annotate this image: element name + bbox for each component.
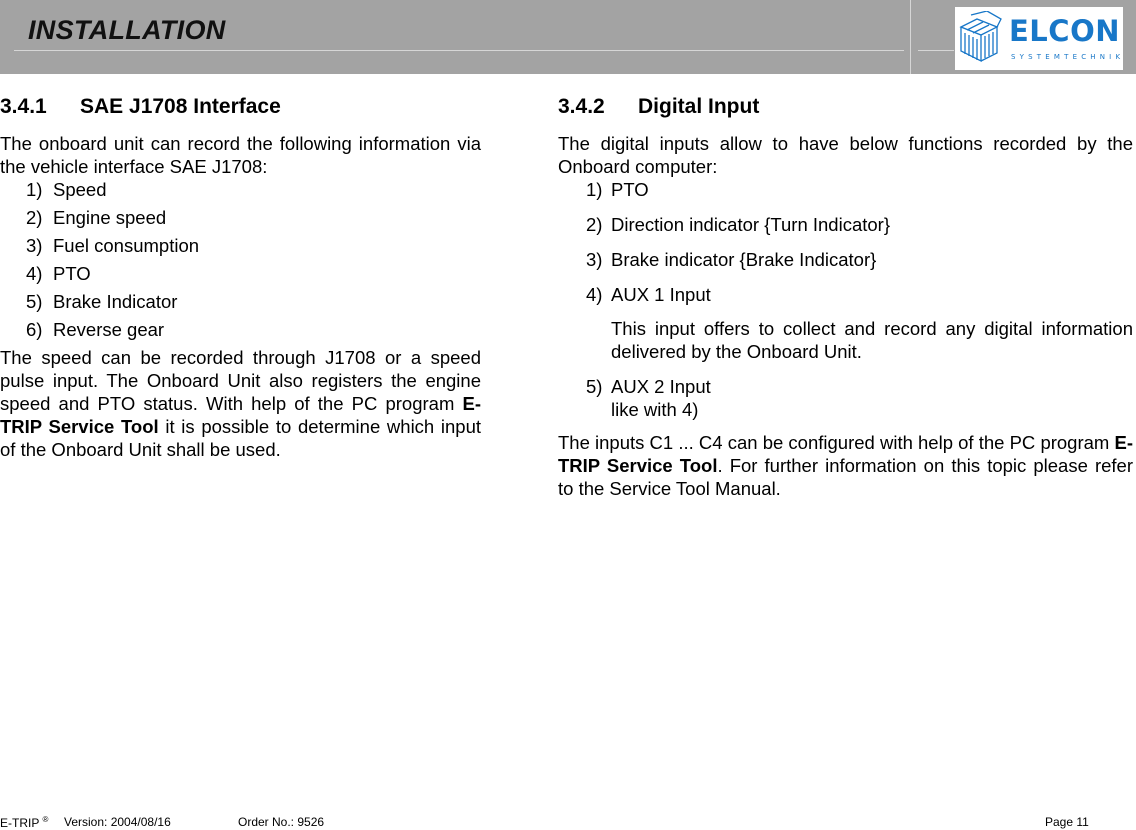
section-title: SAE J1708 Interface — [80, 95, 281, 118]
list-label: PTO — [53, 263, 91, 284]
list-item — [0, 234, 481, 262]
list-item — [558, 375, 1133, 421]
section-number: 3.4.2 — [558, 95, 605, 118]
list-number: 6) — [26, 319, 43, 340]
section-sae-j1708 — [0, 95, 481, 461]
configuration-paragraph — [558, 431, 1133, 500]
list-item-description: This input offers to collect and record any digital information delivered by the Onboard Unit. — [611, 318, 1133, 362]
intro-paragraph: The digital inputs allow to have below functions recorded by the Onboard computer: — [558, 133, 1133, 177]
section-number: 3.4.1 — [0, 95, 47, 118]
section-title: Digital Input — [638, 95, 760, 118]
list-label: AUX 1 Input — [611, 284, 711, 305]
section-heading — [558, 95, 1133, 121]
footer-order: Order No.: 9526 — [238, 815, 325, 829]
list-label: Brake Indicator — [53, 291, 178, 312]
intro-paragraph: The onboard unit can record the following information via the vehicle interface SAE J1708: — [0, 133, 481, 177]
list-label: Speed — [53, 179, 107, 200]
paragraph-text: it is possible to determine which input of the Onboard Unit shall be used. — [0, 416, 482, 460]
footer-version: Version: 2004/08/16 — [64, 815, 171, 829]
logo-subtitle: SYSTEMTECHNIK — [1011, 53, 1125, 61]
elcon-logo — [955, 7, 1123, 70]
list-label: AUX 2 Input — [611, 376, 711, 397]
list-item — [0, 318, 481, 346]
speed-paragraph — [0, 346, 481, 461]
list-item — [0, 178, 481, 206]
product-name: E-TRIP — [0, 816, 40, 830]
list-number: 3) — [586, 249, 603, 270]
list-label: Direction indicator {Turn Indicator} — [611, 214, 891, 235]
list-number: 2) — [26, 207, 43, 228]
service-tool-name: E-TRIP Service Tool — [558, 432, 1133, 476]
list-item — [0, 290, 481, 318]
list-number: 4) — [586, 284, 603, 305]
registered-mark: ® — [42, 815, 49, 824]
list-label: Brake indicator {Brake Indicator} — [611, 249, 877, 270]
list-number: 3) — [26, 235, 43, 256]
page-footer — [0, 815, 1136, 830]
section-digital-input — [558, 95, 1133, 500]
header-rule-right — [918, 50, 954, 51]
paragraph-text: The speed can be recorded through J1708 or a speed pulse input. The Onboard Unit also registers the engine speed and PTO status. With help of the PC program — [0, 347, 481, 414]
list-number: 1) — [586, 179, 603, 200]
recorded-info-list — [0, 178, 481, 346]
list-item — [558, 178, 1133, 201]
list-number: 1) — [26, 179, 43, 200]
list-item — [0, 206, 481, 234]
section-heading — [0, 95, 481, 121]
list-number: 4) — [26, 263, 43, 284]
paragraph-text: The inputs C1 ... C4 can be configured with help of the PC program — [558, 432, 1110, 453]
cube-logo-icon — [957, 11, 1003, 67]
footer-page-number: Page 11 — [1045, 815, 1089, 829]
page-title: INSTALLATION — [28, 15, 226, 45]
digital-input-list — [558, 178, 1133, 421]
list-item — [0, 262, 481, 290]
list-label: Reverse gear — [53, 319, 165, 340]
list-item-note: like with 4) — [611, 399, 699, 420]
footer-product — [0, 815, 48, 830]
header-divider — [910, 0, 911, 74]
list-item — [558, 213, 1133, 236]
list-number: 2) — [586, 214, 603, 235]
list-number: 5) — [26, 291, 43, 312]
service-tool-name: E-TRIP Service Tool — [0, 393, 482, 437]
logo-wordmark: ELCON — [1009, 14, 1120, 48]
list-label: PTO — [611, 179, 649, 200]
list-item — [558, 248, 1133, 271]
list-label: Fuel consumption — [53, 235, 200, 256]
page-header — [0, 0, 1136, 74]
list-item — [558, 283, 1133, 363]
list-label: Engine speed — [53, 207, 167, 228]
paragraph-text: . For further information on this topic please refer to the Service Tool Manual. — [558, 455, 1133, 499]
header-rule — [14, 50, 904, 51]
list-number: 5) — [586, 376, 603, 397]
